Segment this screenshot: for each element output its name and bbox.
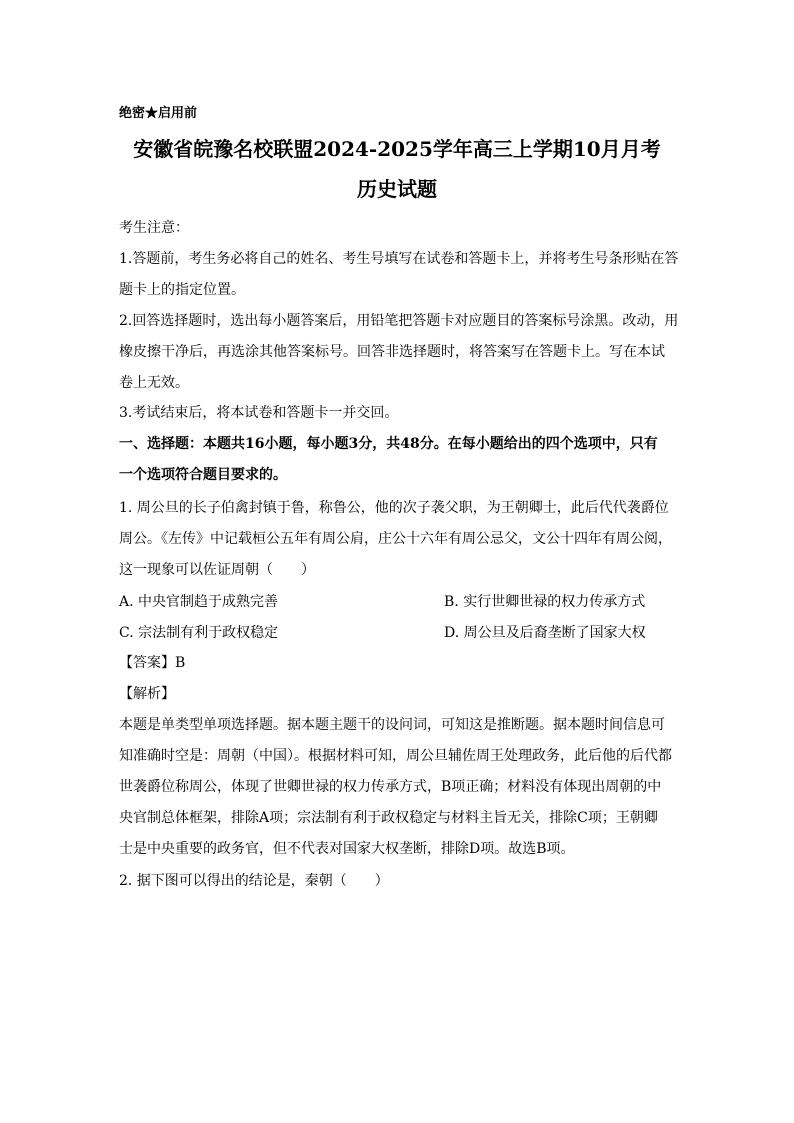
q1-analysis-line-2: 知准确时空是：周朝（中国）。根据材料可知，周公旦辅佐周王处理政务，此后他的后代都 (119, 748, 672, 764)
q1-answer: 【答案】B (119, 655, 186, 671)
q2-stem-line-1: 2. 据下图可以得出的结论是，秦朝（ ） (119, 873, 389, 889)
q1-option-b: B. 实行世卿世禄的权力传承方式 (444, 594, 646, 610)
notice-item-2-line-1: 2.回答选择题时，选出每小题答案后，用铅笔把答题卡对应题目的答案标号涂黑。改动，用 (119, 313, 679, 329)
q1-analysis-line-3: 世袭爵位称周公，体现了世卿世禄的权力传承方式，B项正确；材料没有体现出周朝的中 (119, 779, 662, 795)
notice-item-2-line-3: 卷上无效。 (119, 375, 189, 391)
notice-item-1-line-1: 1.答题前，考生务必将自己的姓名、考生号填写在试卷和答题卡上，并将考生号条形贴在答 (119, 251, 679, 267)
exam-title: 安徽省皖豫名校联盟2024-2025学年高三上学期10月月考 (133, 137, 661, 161)
section-heading-line-2: 一个选项符合题目要求的。 (119, 467, 287, 483)
q1-analysis-line-5: 士是中央重要的政务官，但不代表对国家大权垄断，排除D项。故选B项。 (119, 841, 575, 857)
exam-subtitle: 历史试题 (357, 177, 437, 201)
q1-stem-line-2: 周公。《左传》中记载桓公五年有周公肩，庄公十六年有周公忌父，文公十四年有周公阅， (119, 531, 672, 547)
notice-heading: 考生注意： (119, 220, 189, 236)
notice-item-1-line-2: 题卡上的指定位置。 (119, 282, 245, 298)
notice-item-3: 3.考试结束后，将本试卷和答题卡一并交回。 (119, 405, 399, 421)
q1-analysis-line-4: 央官制总体框架，排除A项；宗法制有利于政权稳定与材料主旨无关，排除C项；王朝卿 (119, 810, 658, 826)
q1-stem-line-1: 1. 周公旦的长子伯禽封镇于鲁，称鲁公，他的次子袭父职，为王朝卿士，此后代代袭爵位 (119, 500, 669, 516)
secret-mark: 绝密★启用前 (119, 106, 198, 121)
q1-option-a: A. 中央官制趋于成熟完善 (119, 594, 279, 610)
q1-stem-line-3: 这一现象可以佐证周朝（ ） (119, 562, 315, 578)
q1-option-d: D. 周公旦及后裔垄断了国家大权 (444, 625, 646, 641)
q1-analysis-line-1: 本题是单类型单项选择题。据本题主题干的设问词，可知这是推断题。据本题时间信息可 (119, 717, 665, 733)
q1-option-c: C. 宗法制有利于政权稳定 (119, 625, 279, 641)
q1-analysis-heading: 【解析】 (119, 686, 175, 702)
section-heading-line-1: 一、选择题：本题共16小题，每小题3分，共48分。在每小题给出的四个选项中，只有 (119, 436, 658, 452)
notice-item-2-line-2: 橡皮擦干净后，再选涂其他答案标号。回答非选择题时，将答案写在答题卡上。写在本试 (119, 344, 665, 360)
